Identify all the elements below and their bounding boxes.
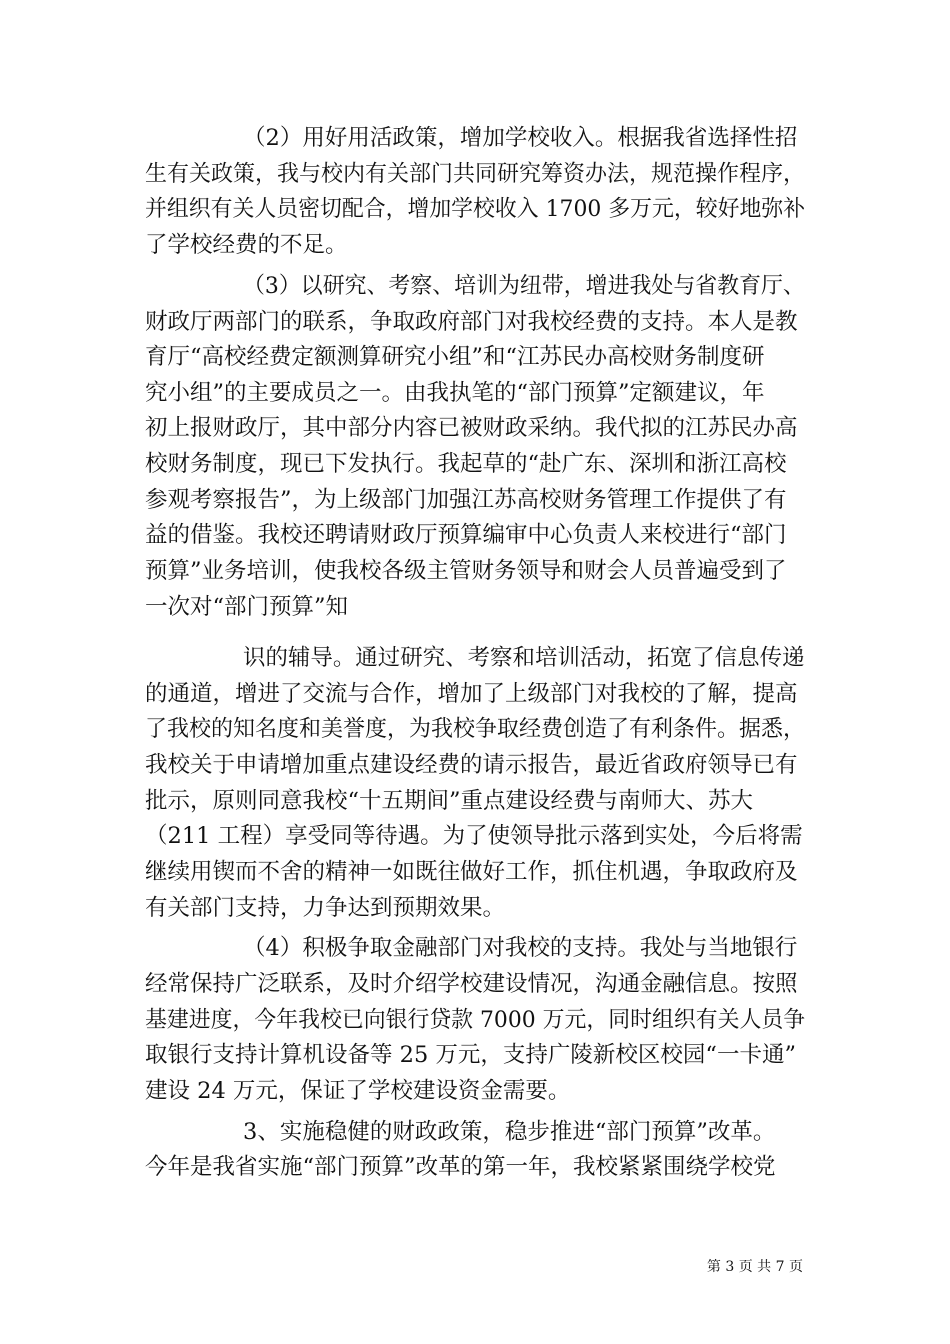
text-line: （2）用好用活政策，增加学校收入。根据我省选择性招 xyxy=(243,125,798,151)
text-line: 预算”业务培训，使我校各级主管财务领导和财会人员普遍受到了 xyxy=(145,558,787,584)
text-line: 3、实施稳健的财政政策，稳步推进“部门预算”改革。 xyxy=(243,1119,776,1145)
text-line: 建设 24 万元，保证了学校建设资金需要。 xyxy=(145,1078,571,1104)
text-line: 今年是我省实施“部门预算”改革的第一年，我校紧紧围绕学校党 xyxy=(145,1154,776,1180)
text-line: 批示，原则同意我校“十五期间”重点建设经费与南师大、苏大 xyxy=(145,788,754,814)
text-line: 生有关政策，我与校内有关部门共同研究筹资办法，规范操作程序， xyxy=(145,161,806,187)
text-line: 一次对“部门预算”知 xyxy=(145,594,349,620)
text-line: （211 工程）享受同等待遇。为了使领导批示落到实处，今后将需 xyxy=(145,823,803,849)
text-line: 育厅“高校经费定额测算研究小组”和“江苏民办高校财务制度研 xyxy=(145,344,765,370)
page-number: 第 3 页 共 7 页 xyxy=(706,1259,803,1275)
text-line: 继续用锲而不舍的精神一如既往做好工作，抓住机遇，争取政府及 xyxy=(145,859,798,885)
text-line: 经常保持广泛联系，及时介绍学校建设情况，沟通金融信息。按照 xyxy=(145,971,798,997)
text-line: 我校关于申请增加重点建设经费的请示报告，最近省政府领导已有 xyxy=(145,752,798,778)
text-line: 了学校经费的不足。 xyxy=(145,232,348,258)
text-line: 究小组”的主要成员之一。由我执笔的“部门预算”定额建议，年 xyxy=(145,380,765,406)
text-line: 参观考察报告”，为上级部门加强江苏高校财务管理工作提供了有 xyxy=(145,487,787,513)
text-line: 校财务制度，现已下发执行。我起草的“赴广东、深圳和浙江高校 xyxy=(145,451,787,477)
text-line: 识的辅导。通过研究、考察和培训活动，拓宽了信息传递 xyxy=(243,645,805,671)
text-line: 财政厅两部门的联系，争取政府部门对我校经费的支持。本人是教 xyxy=(145,309,798,335)
text-line: 基建进度，今年我校已向银行贷款 7000 万元，同时组织有关人员争 xyxy=(145,1007,806,1033)
text-line: （3）以研究、考察、培训为纽带，增进我处与省教育厅、 xyxy=(243,273,805,299)
text-line: 取银行支持计算机设备等 25 万元，支持广陵新校区校园“一卡通” xyxy=(145,1042,796,1068)
text-line: 初上报财政厅，其中部分内容已被财政采纳。我代拟的江苏民办高 xyxy=(145,415,798,441)
text-line: 了我校的知名度和美誉度，为我校争取经费创造了有利条件。据悉， xyxy=(145,716,806,742)
text-line: （4）积极争取金融部门对我校的支持。我处与当地银行 xyxy=(243,935,798,961)
text-line: 的通道，增进了交流与合作，增加了上级部门对我校的了解，提高 xyxy=(145,681,798,707)
text-line: 有关部门支持，力争达到预期效果。 xyxy=(145,895,506,921)
text-line: 益的借鉴。我校还聘请财政厅预算编审中心负责人来校进行“部门 xyxy=(145,522,787,548)
text-line: 并组织有关人员密切配合，增加学校收入 1700 多万元，较好地弥补 xyxy=(145,196,806,222)
